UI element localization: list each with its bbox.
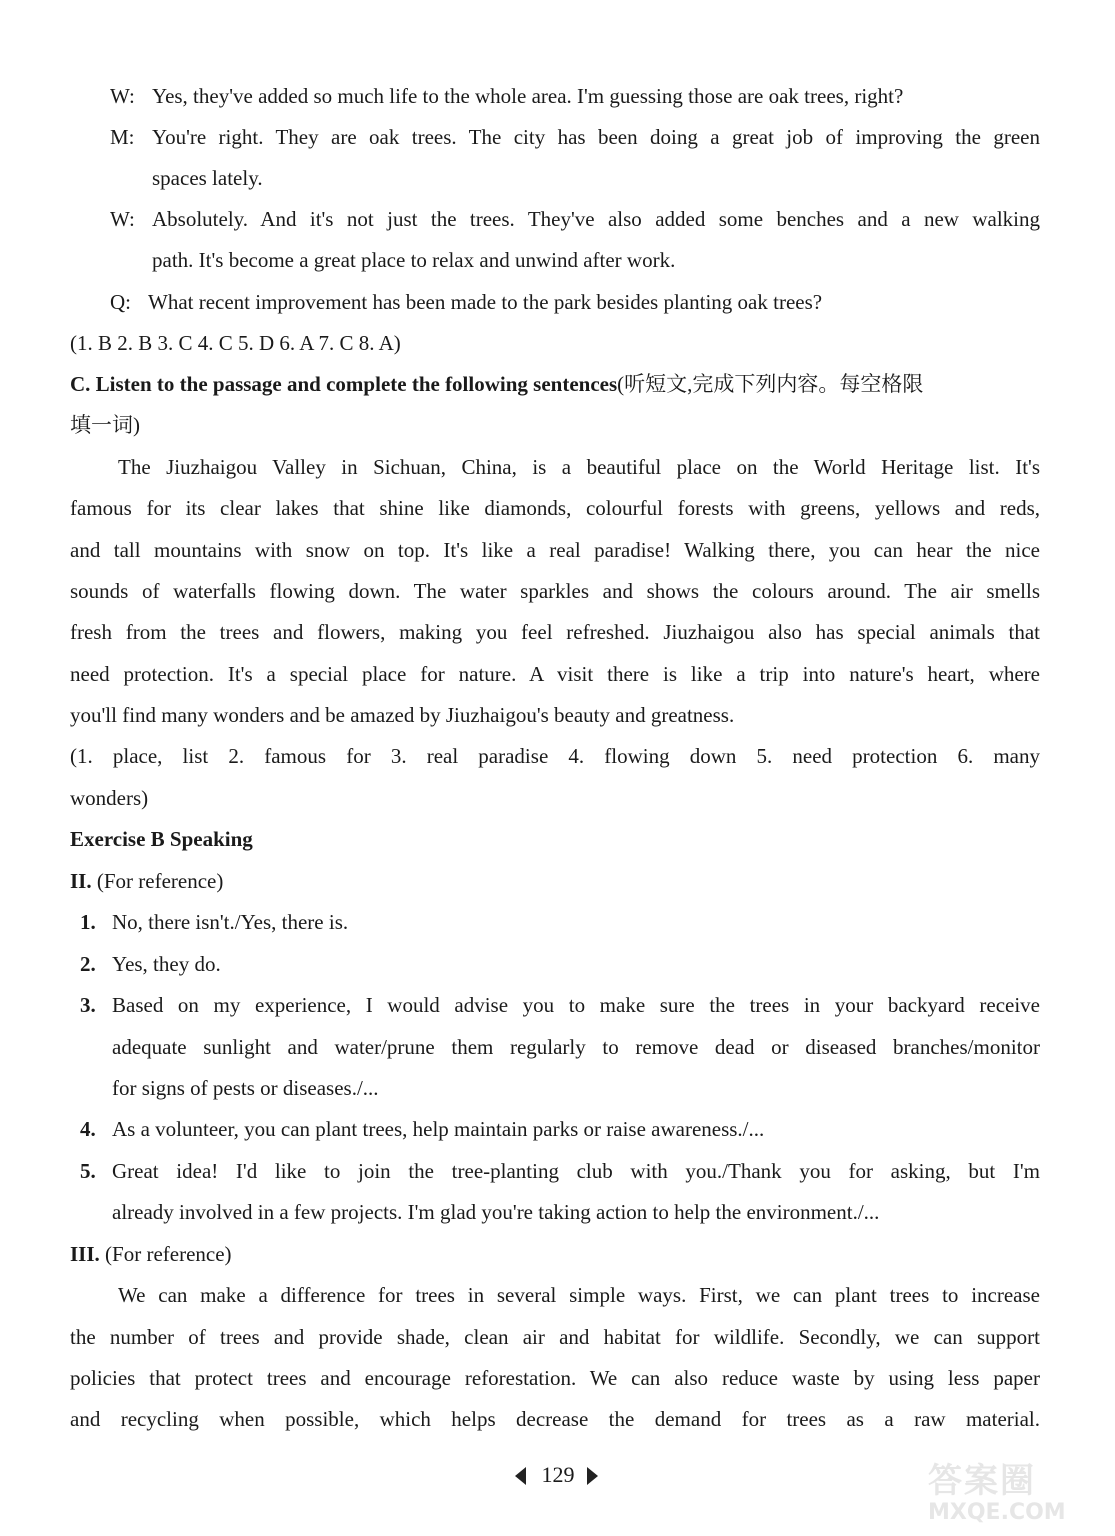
answers-part-c-cont: wonders) bbox=[70, 786, 149, 810]
section-c-title bbox=[70, 370, 1040, 398]
part-iii-line: We can make a difference for trees in several simple ways. First, we can plant trees to increase bbox=[118, 1283, 1040, 1307]
item-text: already involved in a few projects. I'm glad you're taking action to help the environment./... bbox=[112, 1200, 880, 1224]
passage-line: sounds of waterfalls flowing down. The water sparkles and shows the colours around. The air smells bbox=[70, 579, 1040, 603]
item-text: Based on my experience, I would advise you to make sure the trees in your backyard receive bbox=[112, 993, 1040, 1017]
watermark-top-text: 答案圈 bbox=[928, 1461, 1036, 1501]
passage-line: famous for its clear lakes that shine like diamonds, colourful forests with greens, yellows and reds, bbox=[70, 496, 1040, 520]
dialogue-speaker-q: Q: bbox=[110, 290, 131, 314]
dialogue-line: Yes, they've added so much life to the whole area. I'm guessing those are oak trees, right? bbox=[152, 84, 904, 108]
triangle-left-icon bbox=[515, 1467, 526, 1485]
item-text: No, there isn't./Yes, there is. bbox=[112, 910, 349, 934]
passage-line: fresh from the trees and flowers, making you feel refreshed. Jiuzhaigou also has special animals that bbox=[70, 620, 1040, 644]
passage-line: The Jiuzhaigou Valley in Sichuan, China, is a beautiful place on the World Heritage list. It's bbox=[118, 455, 1040, 479]
triangle-right-icon bbox=[587, 1467, 598, 1485]
item-number: 2. bbox=[80, 952, 96, 976]
item-text: As a volunteer, you can plant trees, help maintain parks or raise awareness./... bbox=[112, 1117, 765, 1141]
passage-line: you'll find many wonders and be amazed by Jiuzhaigou's beauty and greatness. bbox=[70, 703, 735, 727]
answers-part-b: (1. B 2. B 3. C 4. C 5. D 6. A 7. C 8. A) bbox=[70, 331, 401, 355]
part-iii-line: and recycling when possible, which helps decrease the demand for trees as a raw material. bbox=[70, 1407, 1040, 1431]
item-number: 5. bbox=[80, 1159, 96, 1183]
item-number: 4. bbox=[80, 1117, 96, 1141]
answers-part-c: (1. place, list 2. famous for 3. real paradise 4. flowing down 5. need protection 6. many bbox=[70, 744, 1040, 768]
section-c-title-cn: (听短文,完成下列内容。每空格限 bbox=[617, 372, 924, 396]
page-number: 129 bbox=[541, 1462, 575, 1487]
item-text: Yes, they do. bbox=[112, 952, 221, 976]
item-text: for signs of pests or diseases./... bbox=[112, 1076, 379, 1100]
part-iii-line: the number of trees and provide shade, clean air and habitat for wildlife. Secondly, we can support bbox=[70, 1325, 1040, 1349]
dialogue-line: You're right. They are oak trees. The city has been doing a great job of improving the green bbox=[152, 125, 1040, 149]
part-iii-heading bbox=[70, 1240, 232, 1268]
part-ii-note: (For reference) bbox=[96, 869, 224, 893]
item-number: 1. bbox=[80, 910, 96, 934]
dialogue-speaker-w2: W: bbox=[110, 207, 135, 231]
dialogue-line: path. It's become a great place to relax and unwind after work. bbox=[152, 248, 676, 272]
watermark-bottom-text: MXQE.COM bbox=[928, 1500, 1066, 1525]
exercise-b-title: Exercise B Speaking bbox=[70, 827, 253, 851]
dialogue-question: What recent improvement has been made to the park besides planting oak trees? bbox=[148, 290, 823, 314]
dialogue-line: spaces lately. bbox=[152, 166, 263, 190]
item-text: adequate sunlight and water/prune them regularly to remove dead or diseased branches/monitor bbox=[112, 1035, 1040, 1059]
part-iii-line: policies that protect trees and encourage reforestation. We can also reduce waste by using less paper bbox=[70, 1366, 1040, 1390]
section-c-title-en: C. Listen to the passage and complete the following sentences bbox=[70, 372, 618, 396]
dialogue-line: Absolutely. And it's not just the trees. They've also added some benches and a new walking bbox=[152, 207, 1040, 231]
dialogue-speaker-w1: W: bbox=[110, 84, 135, 108]
section-c-title-cn-cont: 填一词) bbox=[70, 413, 140, 437]
item-text: Great idea! I'd like to join the tree-planting club with you./Thank you for asking, but I'm bbox=[112, 1159, 1040, 1183]
watermark-logo bbox=[928, 1462, 1108, 1532]
passage-line: and tall mountains with snow on top. It's like a real paradise! Walking there, you can hear the nice bbox=[70, 538, 1040, 562]
part-iii-label: III. bbox=[70, 1242, 100, 1266]
passage-line: need protection. It's a special place for nature. A visit there is like a trip into nature's heart, where bbox=[70, 662, 1040, 686]
part-ii-heading bbox=[70, 867, 223, 895]
item-number: 3. bbox=[80, 993, 96, 1017]
part-ii-label: II. bbox=[70, 869, 92, 893]
part-iii-note: (For reference) bbox=[105, 1242, 232, 1266]
dialogue-speaker-m: M: bbox=[110, 125, 135, 149]
